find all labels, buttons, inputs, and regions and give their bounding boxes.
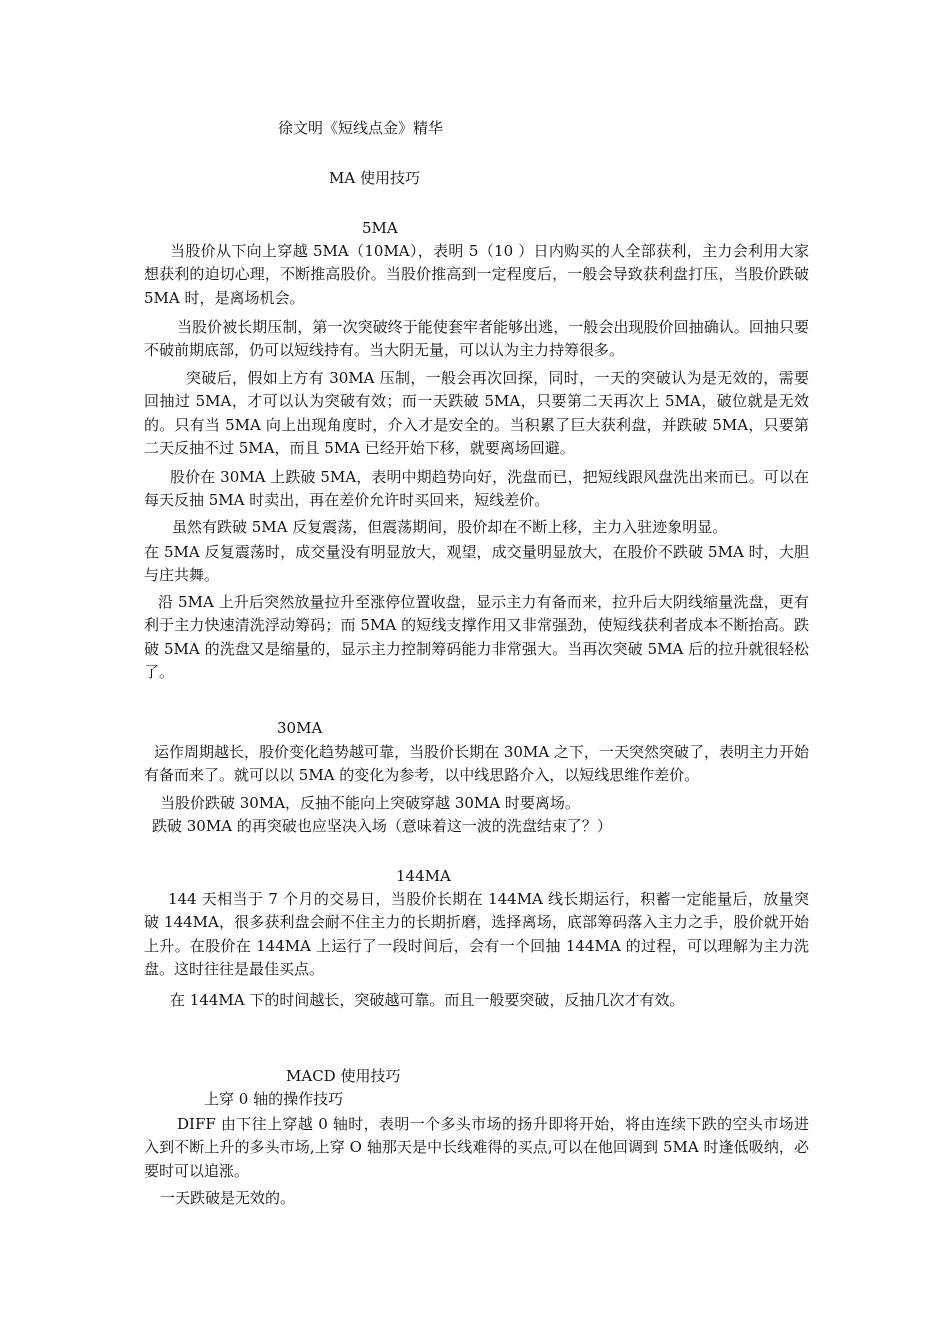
ma5-paragraph-2: 当股价被长期压制，第一次突破终于能使套牢者能够出逃，一般会出现股价回抽确认。回抽只要不破前期底部，仍可以短线持有。当大阴无量，可以认为主力持筹很多。: [144, 318, 809, 360]
macd-paragraph-1: DIFF 由下往上穿越 0 轴时，表明一个多头市场的扬升即将开始，将由连续下跌的空头市场进入到不断上升的多头市场,上穿 O 轴那天是中长线难得的买点,可以在他回调到 5MA 时逢低吸纳，必要时可以追涨。: [144, 1115, 809, 1180]
ma30-paragraph-2: 当股价跌破 30MA，反抽不能向上突破穿越 30MA 时要离场。: [160, 794, 580, 812]
macd-subheading: 上穿 0 轴的操作技巧: [204, 1090, 344, 1108]
document-title: 徐文明《短线点金》精华: [278, 119, 444, 137]
ma5-heading: 5MA: [362, 219, 398, 237]
ma30-heading: 30MA: [277, 719, 323, 737]
ma5-paragraph-5: 虽然有跌破 5MA 反复震荡，但震荡期间，股价却在不断上移，主力入驻迹象明显。: [172, 518, 728, 536]
macd-section-heading: MACD 使用技巧: [286, 1067, 401, 1085]
ma144-heading: 144MA: [396, 867, 451, 885]
ma144-paragraph-2: 在 144MA 下的时间越长，突破越可靠。而且一般要突破，反抽几次才有效。: [170, 991, 685, 1009]
ma5-paragraph-3: 突破后，假如上方有 30MA 压制，一般会再次回探，同时，一天的突破认为是无效的，需要回抽过 5MA，才可以认为突破有效；而一天跌破 5MA，只要第二天再次上 5MA，破位就是无效的。只有当 5MA 向上出现角度时，介入才是安全的。当积累了巨大获利盘，并跌破 5MA，只要第二天反抽不过 5MA，而且 5MA 已经开始下移，就要离场回避。: [144, 369, 809, 458]
ma144-paragraph-1: 144 天相当于 7 个月的交易日，当股价长期在 144MA 线长期运行，积蓄一定能量后，放量突破 144MA，很多获利盘会耐不住主力的长期折磨，选择离场，底部筹码落入主力之手，股价就开始上升。在股价在 144MA 上运行了一段时间后，会有一个回抽 144MA 的过程，可以理解为主力洗盘。这时往往是最佳买点。: [144, 890, 809, 979]
ma30-paragraph-1: 运作周期越长，股价变化趋势越可靠，当股价长期在 30MA 之下，一天突然突破了，表明主力开始有备而来了。就可以以 5MA 的变化为参考，以中线思路介入，以短线思维作差价。: [144, 743, 809, 785]
ma5-paragraph-7: 沿 5MA 上升后突然放量拉升至涨停位置收盘，显示主力有备而来，拉升后大阴线缩量洗盘，更有利于主力快速清洗浮动筹码；而 5MA 的短线支撑作用又非常强劲，使短线获利者成本不断抬高。跌破 5MA 的洗盘又是缩量的，显示主力控制筹码能力非常强大。当再次突破 5MA 后的拉升就很轻松了。: [144, 593, 809, 682]
macd-paragraph-2: 一天跌破是无效的。: [160, 1189, 296, 1207]
ma-section-heading: MA 使用技巧: [329, 169, 420, 187]
ma5-paragraph-1: 当股价从下向上穿越 5MA（10MA），表明 5（10 ）日内购买的人全部获利，主力会利用大家想获利的迫切心理，不断推高股价。当股价推高到一定程度后，一般会导致获利盘打压，当股价跌破 5MA 时，是离场机会。: [144, 242, 809, 307]
ma5-paragraph-6: 在 5MA 反复震荡时，成交量没有明显放大，观望，成交量明显放大，在股价不跌破 5MA 时，大胆与庄共舞。: [144, 543, 809, 585]
ma30-paragraph-3: 跌破 30MA 的再突破也应坚决入场（意味着这一波的洗盘结束了？）: [152, 817, 612, 835]
ma5-paragraph-4: 股价在 30MA 上跌破 5MA，表明中期趋势向好，洗盘而已，把短线跟风盘洗出来而已。可以在每天反抽 5MA 时卖出，再在差价允许时买回来，短线差价。: [144, 468, 809, 510]
